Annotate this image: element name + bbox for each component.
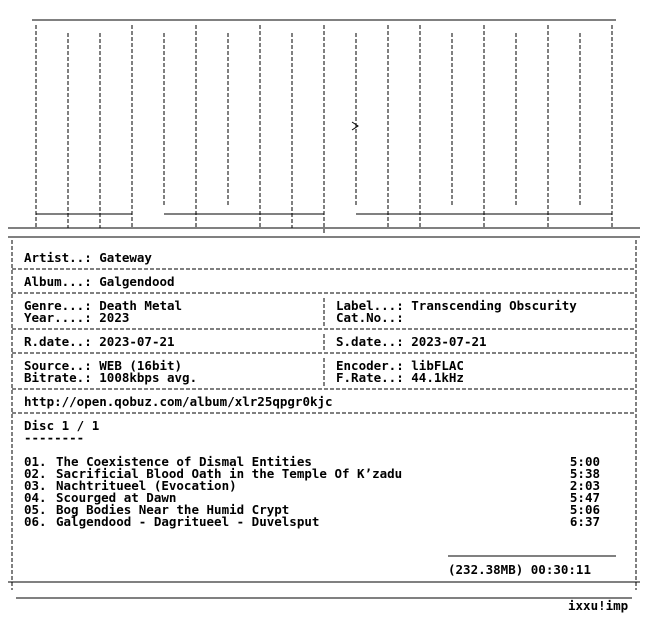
track-duration: 5:38 [569,466,600,481]
release-date-value: 2023-07-21 [99,334,175,349]
svg-text:S.date..: 2023-07-21 [336,334,487,349]
album-value: Galgendood [99,274,175,289]
frame-rate-value: 44.1kHz [411,370,464,385]
artist-value: Gateway [99,250,152,265]
encoder-label: Encoder.: [336,358,404,373]
track-title: Sacrificial Blood Oath in the Temple Of K’zadu [56,466,403,481]
track-title: Bog Bodies Near the Humid Crypt [56,502,290,517]
source-label: Source..: [24,358,92,373]
total-size-duration: (232.38MB) 00:30:11 [448,562,591,577]
genre-value: Death Metal [99,298,183,313]
street-date-value: 2023-07-21 [411,334,487,349]
track-duration: 6:37 [569,514,600,529]
street-date-label: S.date..: [336,334,404,349]
track-duration: 5:06 [569,502,600,517]
track-title: Nachtritueel (Evocation) [56,478,237,493]
track-title: The Coexistence of Dismal Entities [56,454,312,469]
artist-label: Artist..: [24,250,92,265]
svg-text:Bitrate.: 1008kbps avg. [24,370,197,385]
bitrate-label: Bitrate.: [24,370,92,385]
track-title: Scourged at Dawn [56,490,177,505]
track-number: 01. [24,454,47,469]
track-duration: 5:00 [569,454,600,469]
signature: ixxu!imp [568,598,629,613]
svg-text:Cat.No..: [336,310,404,325]
catno-label: Cat.No..: [336,310,404,325]
svg-text:Album...: Galgendood [24,274,175,289]
record-label-value: Transcending Obscurity [411,298,577,313]
svg-text:R.date..: 2023-07-21 [24,334,175,349]
track-number: 05. [24,502,47,517]
release-url[interactable]: http://open.qobuz.com/album/xlr25qpgr0kjc [24,394,333,409]
track-number: 02. [24,466,47,481]
track-number: 04. [24,490,47,505]
album-label: Album...: [24,274,92,289]
year-label: Year....: [24,310,92,325]
tracklist [24,454,600,529]
svg-text:Year....: 2023 [24,310,129,325]
track-title: Galgendood - Dagritueel - Duvelsput [56,514,320,529]
release-date-label: R.date..: [24,334,92,349]
disc-title-underline: -------- [24,430,85,445]
ascii-art-logo [8,20,640,235]
track-duration: 5:47 [569,490,600,505]
track-duration: 2:03 [569,478,600,493]
svg-text:Artist..: Gateway [24,250,152,265]
encoder-value: libFLAC [411,358,464,373]
source-value: WEB (16bit) [99,358,183,373]
track-number: 03. [24,478,47,493]
disc-title: Disc 1 / 1 [24,418,100,433]
info-frame [8,237,640,598]
track-row [24,514,600,529]
svg-text:F.Rate..: 44.1kHz [336,370,464,385]
bitrate-value: 1008kbps avg. [99,370,198,385]
genre-label: Genre...: [24,298,92,313]
frame-rate-label: F.Rate..: [336,370,404,385]
record-label-label: Label...: [336,298,404,313]
track-number: 06. [24,514,47,529]
year-value: 2023 [99,310,130,325]
